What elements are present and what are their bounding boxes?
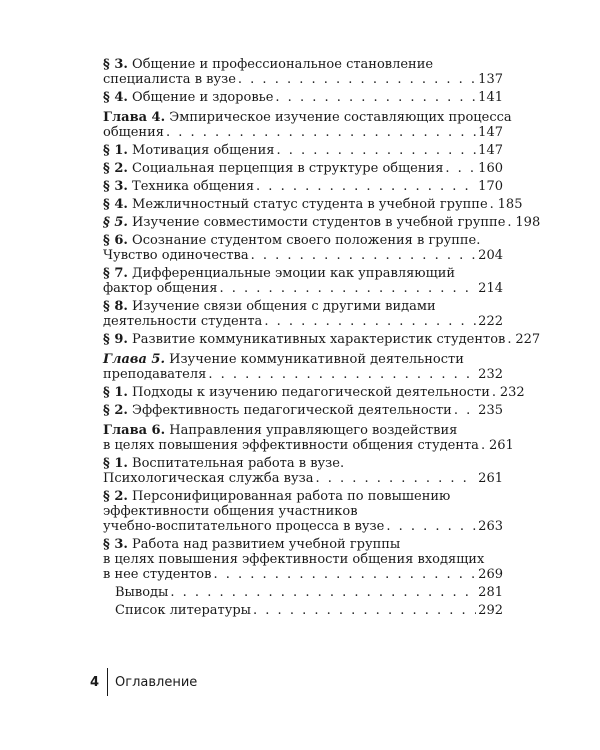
toc-entry-line xyxy=(103,266,503,281)
dot-leader xyxy=(386,519,476,534)
section-label: § 4. xyxy=(103,90,128,105)
toc-entry xyxy=(103,233,503,263)
toc-entry-title: Работа над развитием учебной группы xyxy=(132,537,401,552)
toc-entry-text xyxy=(103,438,479,453)
toc-page-number: 232 xyxy=(499,385,525,400)
toc-entry-last-line xyxy=(103,314,503,329)
toc-page-number: 170 xyxy=(478,179,503,194)
toc-entry-line xyxy=(103,504,503,519)
toc-page-number: 147 xyxy=(478,125,503,140)
dot-leader xyxy=(507,215,513,230)
toc-entry-title: Выводы xyxy=(115,585,169,600)
toc-entry-line xyxy=(103,456,503,471)
dot-leader xyxy=(454,403,476,418)
toc-entry xyxy=(103,197,523,212)
toc-entry-last-line xyxy=(103,161,503,176)
toc-entry-last-line xyxy=(103,197,523,212)
toc-entry-title: специалиста в вузе xyxy=(103,72,236,87)
dot-leader xyxy=(275,90,476,105)
toc-entry-title: Общение и здоровье xyxy=(132,90,274,105)
toc-entry-last-line xyxy=(103,125,503,140)
toc-entry-line xyxy=(103,537,503,552)
toc-entry xyxy=(103,352,503,382)
toc-entry-title: Социальная перцепция в структуре общения xyxy=(132,161,444,176)
toc-entry xyxy=(103,57,503,87)
toc-entry-last-line xyxy=(103,248,503,263)
section-label: § 3. xyxy=(103,179,128,194)
toc-page-number: 198 xyxy=(515,215,541,230)
toc-entry xyxy=(103,179,503,194)
toc-entry-last-line xyxy=(103,281,503,296)
section-label: § 8. xyxy=(103,299,128,314)
toc-entry-title: Персонифицированная работа по повышению xyxy=(132,489,451,504)
toc-entry-text xyxy=(103,314,262,329)
toc-entry-text xyxy=(103,519,384,534)
toc-entry-title: Межличностный статус студента в учебной группе xyxy=(132,197,488,212)
section-label: § 1. xyxy=(103,385,128,400)
dot-leader xyxy=(264,314,476,329)
toc-page-number: 227 xyxy=(515,332,541,347)
toc-entry-title: Эффективность педагогической деятельности xyxy=(132,403,452,418)
toc-entry-line xyxy=(103,110,512,125)
toc-page-number: 137 xyxy=(478,72,503,87)
toc-entry xyxy=(103,456,503,486)
toc-entry-title: Изучение коммуникативной деятельности xyxy=(169,352,464,367)
toc-page-number: 232 xyxy=(478,367,503,382)
footer-divider xyxy=(107,668,108,696)
section-label: § 1. xyxy=(103,456,128,471)
section-label: § 6. xyxy=(103,233,128,248)
toc-page-number: 235 xyxy=(478,403,503,418)
dot-leader xyxy=(208,367,476,382)
toc-entry-title: общения xyxy=(103,125,164,140)
toc-entry-title: Список литературы xyxy=(115,603,252,618)
dot-leader xyxy=(213,567,476,582)
toc-entry-title: Мотивация общения xyxy=(132,143,275,158)
toc-entry-text xyxy=(103,72,236,87)
dot-leader xyxy=(251,248,477,263)
toc-entry-text xyxy=(103,567,211,582)
toc-entry-text xyxy=(103,197,488,212)
toc-entry-last-line xyxy=(103,72,503,87)
toc-entry-last-line xyxy=(115,603,503,618)
toc-entry-line xyxy=(103,299,503,314)
toc-entry-title: Дифференциальные эмоции как управляющий xyxy=(132,266,456,281)
toc-entry-title: учебно-воспитательного процесса в вузе xyxy=(103,519,385,534)
toc-entry xyxy=(103,585,503,600)
dot-leader xyxy=(256,179,476,194)
toc-entry-text xyxy=(103,385,490,400)
dot-leader xyxy=(490,197,496,212)
toc-entry-title: Развитие коммуникативных характеристик студентов xyxy=(132,332,506,347)
toc-page-number: 261 xyxy=(488,438,514,453)
section-label: § 2. xyxy=(103,161,128,176)
dot-leader xyxy=(253,603,476,618)
table-of-contents xyxy=(103,57,541,621)
toc-entry-text xyxy=(103,266,455,281)
toc-entry-text xyxy=(103,403,452,418)
toc-entry-line xyxy=(103,552,503,567)
dot-leader xyxy=(276,143,476,158)
toc-entry xyxy=(103,385,525,400)
toc-entry-title: эффективности общения участников xyxy=(103,504,358,519)
toc-entry-title: Чувство одиночества xyxy=(103,248,249,263)
toc-entry-text xyxy=(103,504,358,519)
toc-entry-text xyxy=(103,143,274,158)
toc-entry-title: Осознание студентом своего положения в группе. xyxy=(132,233,481,248)
section-label: § 9. xyxy=(103,332,128,347)
toc-entry-line xyxy=(103,489,503,504)
toc-entry xyxy=(103,161,503,176)
toc-entry xyxy=(103,90,503,105)
toc-page-number: 141 xyxy=(478,90,503,105)
section-label: § 5. xyxy=(103,215,128,230)
toc-page-number: 222 xyxy=(478,314,503,329)
toc-entry-title: фактор общения xyxy=(103,281,218,296)
toc-entry-text xyxy=(103,537,400,552)
toc-entry-title: в нее студентов xyxy=(103,567,212,582)
page-footer xyxy=(90,668,197,696)
toc-page-number: 281 xyxy=(478,585,503,600)
toc-entry-text xyxy=(103,456,344,471)
toc-entry-last-line xyxy=(115,585,503,600)
toc-entry-text xyxy=(103,299,436,314)
toc-entry xyxy=(103,403,503,418)
toc-entry-title: в целях повышения эффективности общения входящих xyxy=(103,552,485,567)
toc-entry xyxy=(103,489,503,534)
toc-entry-text xyxy=(103,352,464,367)
toc-entry-title: Подходы к изучению педагогической деятельности xyxy=(132,385,490,400)
dot-leader xyxy=(170,585,476,600)
toc-entry-last-line xyxy=(103,332,541,347)
toc-entry-text xyxy=(115,603,251,618)
toc-entry-last-line xyxy=(103,179,503,194)
toc-entry xyxy=(103,266,503,296)
toc-entry-text xyxy=(103,233,480,248)
toc-entry-text xyxy=(103,489,450,504)
toc-entry-last-line xyxy=(103,385,525,400)
toc-entry-title: преподавателя xyxy=(103,367,207,382)
toc-entry xyxy=(103,332,541,347)
toc-entry-last-line xyxy=(103,90,503,105)
toc-entry-last-line xyxy=(103,519,503,534)
toc-entry xyxy=(103,603,503,618)
toc-entry-text xyxy=(103,332,505,347)
toc-entry-text xyxy=(103,125,164,140)
toc-entry-text xyxy=(103,161,443,176)
toc-entry-text xyxy=(103,367,206,382)
toc-page-number: 263 xyxy=(478,519,503,534)
toc-entry-last-line xyxy=(103,403,503,418)
toc-entry-title: Изучение связи общения с другими видами xyxy=(132,299,436,314)
section-label: § 3. xyxy=(103,57,128,72)
page-number: 4 xyxy=(90,674,100,690)
toc-page-number: 292 xyxy=(478,603,503,618)
toc-page-number: 185 xyxy=(497,197,523,212)
toc-page-number: 160 xyxy=(478,161,503,176)
toc-entry-text xyxy=(103,423,457,438)
toc-page-number: 204 xyxy=(478,248,503,263)
toc-page-number: 269 xyxy=(478,567,503,582)
toc-entry xyxy=(103,537,503,582)
toc-entry-text xyxy=(103,248,249,263)
toc-entry-line xyxy=(103,233,503,248)
toc-entry xyxy=(103,143,503,158)
toc-entry-title: Направления управляющего воздействия xyxy=(169,423,458,438)
dot-leader xyxy=(481,438,487,453)
dot-leader xyxy=(315,471,476,486)
toc-entry-last-line xyxy=(103,215,541,230)
toc-entry-text xyxy=(103,215,505,230)
toc-entry-title: в целях повышения эффективности общения студента xyxy=(103,438,479,453)
toc-entry-last-line xyxy=(103,438,514,453)
toc-page-number: 147 xyxy=(478,143,503,158)
toc-entry-text xyxy=(115,585,168,600)
toc-entry-title: деятельности студента xyxy=(103,314,263,329)
toc-entry-text xyxy=(103,110,512,125)
dot-leader xyxy=(507,332,513,347)
chapter-label: Глава 5. xyxy=(103,352,165,367)
section-label: § 3. xyxy=(103,537,128,552)
toc-entry-text xyxy=(103,90,273,105)
toc-entry-line xyxy=(103,423,503,438)
toc-entry-title: Психологическая служба вуза xyxy=(103,471,314,486)
toc-entry xyxy=(103,423,514,453)
dot-leader xyxy=(166,125,476,140)
dot-leader xyxy=(238,72,476,87)
toc-entry-last-line xyxy=(103,471,503,486)
dot-leader xyxy=(492,385,498,400)
section-label: § 2. xyxy=(103,489,128,504)
section-label: § 1. xyxy=(103,143,128,158)
toc-entry xyxy=(103,215,541,230)
toc-entry xyxy=(103,110,512,140)
dot-leader xyxy=(445,161,476,176)
toc-entry-title: Общение и профессиональное становление xyxy=(132,57,434,72)
toc-entry-title: Изучение совместимости студентов в учебной группе xyxy=(132,215,506,230)
toc-entry-text xyxy=(103,471,313,486)
toc-entry-line xyxy=(103,57,503,72)
running-title: Оглавление xyxy=(115,674,198,690)
toc-entry-text xyxy=(103,552,484,567)
toc-entry xyxy=(103,299,503,329)
chapter-label: Глава 4. xyxy=(103,110,166,125)
chapter-label: Глава 6. xyxy=(103,423,166,438)
toc-page-number: 214 xyxy=(478,281,503,296)
toc-entry-line xyxy=(103,352,503,367)
toc-entry-text xyxy=(103,57,433,72)
toc-entry-last-line xyxy=(103,567,503,582)
toc-entry-text xyxy=(103,281,218,296)
toc-entry-title: Воспитательная работа в вузе. xyxy=(132,456,345,471)
section-label: § 4. xyxy=(103,197,128,212)
toc-entry-title: Эмпирическое изучение составляющих процесса xyxy=(169,110,512,125)
toc-entry-text xyxy=(103,179,254,194)
section-label: § 2. xyxy=(103,403,128,418)
toc-page-number: 261 xyxy=(478,471,503,486)
toc-entry-last-line xyxy=(103,143,503,158)
dot-leader xyxy=(220,281,477,296)
section-label: § 7. xyxy=(103,266,128,281)
toc-entry-last-line xyxy=(103,367,503,382)
toc-entry-title: Техника общения xyxy=(132,179,255,194)
